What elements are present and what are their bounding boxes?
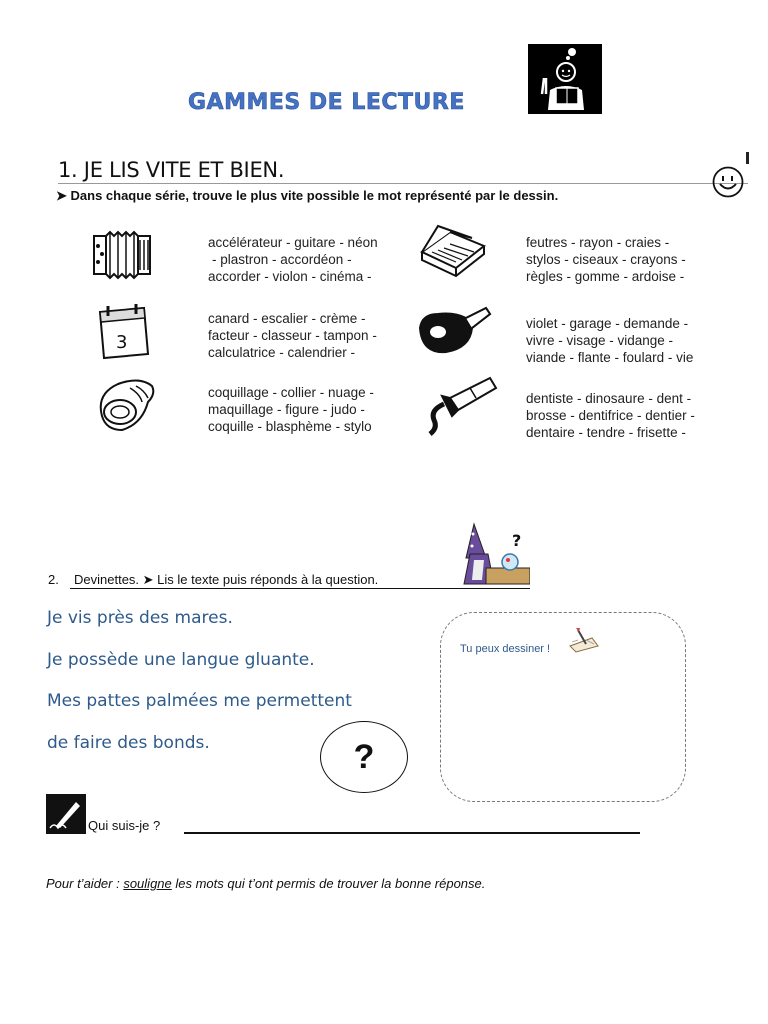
word-list-pencil-box [526, 234, 686, 285]
meat-icon [414, 298, 478, 362]
riddle-line: Mes pattes palmées me permettent [47, 691, 352, 711]
word-line: canard - escalier - crème - [208, 311, 366, 326]
answer-line[interactable] [184, 832, 640, 834]
word-list-meat [526, 315, 693, 366]
word-line: dentaire - tendre - frisette - [526, 425, 686, 440]
pencil-box-icon [416, 218, 480, 282]
word-line: dentiste - dinosaure - dent - [526, 391, 692, 406]
page-title: GAMMES DE LECTURE [188, 90, 465, 115]
word-line: coquillage - collier - nuage - [208, 385, 374, 400]
word-line: facteur - classeur - tampon - [208, 328, 377, 343]
word-line: feutres - rayon - craies - [526, 235, 670, 250]
shell-icon [92, 372, 156, 436]
drawing-area[interactable] [440, 612, 686, 802]
toothpaste-icon [420, 374, 484, 438]
word-line: brosse - dentifrice - dentier - [526, 408, 695, 423]
drawing-area-label: Tu peux dessiner ! [460, 643, 551, 655]
word-line: coquille - blasphème - stylo [208, 419, 372, 434]
reading-child-logo-icon [528, 44, 602, 114]
help-text [46, 876, 485, 891]
help-prefix: Pour t’aider : [46, 876, 124, 891]
word-line: accélérateur - guitare - néon [208, 235, 378, 250]
pen-underline [46, 832, 86, 834]
word-line: accorder - violon - cinéma - [208, 269, 372, 284]
smiley-icon [712, 166, 744, 198]
svg-text:3: 3 [116, 332, 128, 353]
writing-pen-icon [46, 794, 86, 832]
exercise-2-underline [70, 588, 530, 589]
word-line: stylos - ciseaux - crayons - [526, 252, 686, 267]
word-list-shell [208, 384, 374, 435]
word-line: viande - flante - foulard - vie [526, 350, 694, 365]
word-line: calculatrice - calendrier - [208, 345, 356, 360]
mystery-answer-circle: ? [320, 721, 408, 793]
exercise-1-instruction: ➤ Dans chaque série, trouve le plus vite possible le mot représenté par le dessin. [56, 188, 559, 203]
word-list-accordion [208, 234, 378, 285]
exercise-2-heading: Devinettes. ➤ Lis le texte puis réponds à la question. [74, 572, 379, 587]
word-list-toothpaste [526, 390, 695, 441]
calendar-icon [92, 300, 156, 364]
margin-marker [746, 152, 749, 164]
question-label: Qui suis-je ? [88, 818, 161, 833]
word-list-calendar [208, 310, 377, 361]
help-underlined-word: souligne [123, 876, 172, 891]
word-line: vivre - visage - vidange - [526, 333, 674, 348]
word-line: - plastron - accordéon - [212, 252, 352, 267]
word-line: violet - garage - demande - [526, 316, 689, 331]
svg-text:?: ? [512, 531, 522, 550]
exercise-2-number: 2. [48, 572, 59, 587]
word-line: maquillage - figure - judo - [208, 402, 365, 417]
riddle-line: Je possède une langue gluante. [47, 650, 315, 670]
riddle-line: de faire des bonds. [47, 733, 210, 753]
help-suffix: les mots qui t’ont permis de trouver la bonne réponse. [171, 876, 486, 891]
heading-underline [58, 183, 748, 184]
riddle-line: Je vis près des mares. [47, 608, 233, 628]
exercise-1-heading: 1. JE LIS VITE ET BIEN. [58, 158, 285, 182]
wizard-icon [460, 518, 530, 586]
accordion-icon [90, 222, 154, 286]
drawing-pencil-icon [566, 626, 602, 654]
word-line: règles - gomme - ardoise - [526, 269, 685, 284]
